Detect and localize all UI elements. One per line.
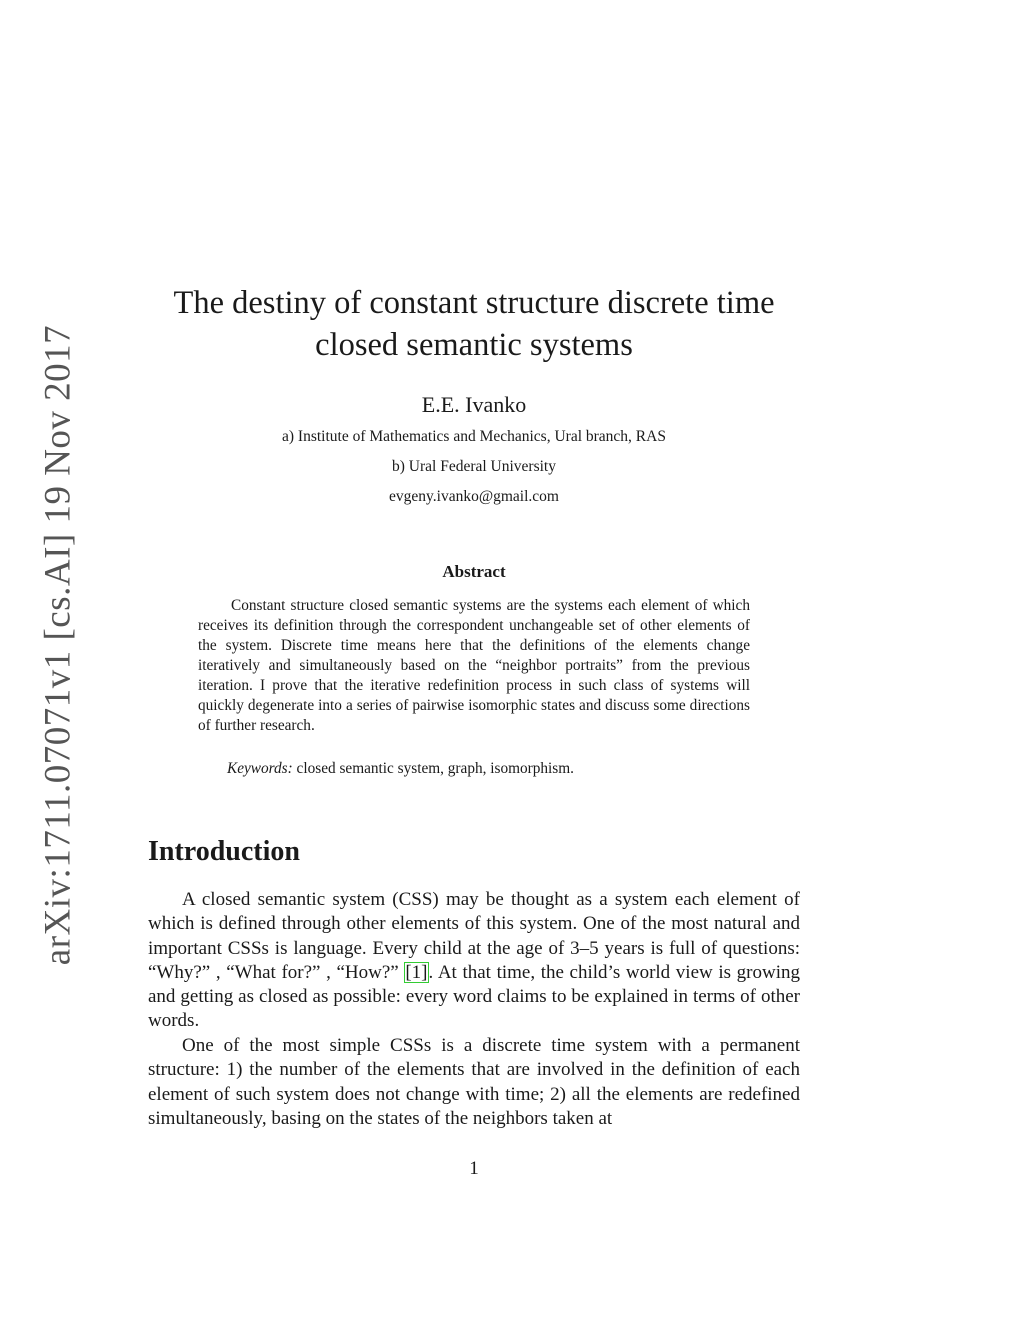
para1-text-start: A closed semantic system (CSS) may be thought as a system each element of which is defined through other elements of this system. One of the most natural and important CSSs is language. Every child at the age of 3–5 years is full of questions: “Why?” , “What for?” , “How?” [148, 889, 800, 983]
author-email: evgeny.ivanko@gmail.com [389, 488, 559, 505]
page-number: 1 [469, 1158, 479, 1179]
author-name: E.E. Ivanko [421, 392, 527, 417]
arxiv-identifier: arXiv:1711.07071v1 [cs.AI] 19 Nov 2017 [37, 324, 79, 966]
paper-title [148, 282, 800, 366]
keywords-label: Keywords: [227, 760, 293, 777]
introduction-paragraph-1 [148, 888, 800, 1034]
keywords-list: closed semantic system, graph, isomorphism. [296, 760, 574, 777]
affiliation-a: a) Institute of Mathematics and Mechanics, Ural branch, RAS [282, 428, 666, 445]
para1-text-end: . At that time, the child’s world view is growing and getting as closed as possible: every word claims to be explained in terms of other words. [148, 961, 800, 1032]
abstract-text: Constant structure closed semantic systems are the systems each element of which receives its definition through the correspondent unchangeable set of other elements of the system. Discrete time means here that the definitions of the elements change iteratively and simultaneously based on the “neighbor portraits” from the previous iteration. I prove that the iterative redefinition process in such class of systems will quickly degenerate into a series of pairwise isomorphic states and discuss some directions of further research. [198, 597, 750, 734]
affiliation-b: b) Ural Federal University [392, 458, 556, 475]
abstract-heading: Abstract [442, 562, 506, 581]
keywords-line [198, 759, 750, 779]
title-line-1: The destiny of constant structure discrete time [173, 285, 775, 321]
title-line-2: closed semantic systems [315, 327, 633, 363]
citation-link[interactable]: [1] [405, 961, 428, 983]
section-heading-introduction: Introduction [148, 836, 300, 867]
introduction-paragraph-2: One of the most simple CSSs is a discrete time system with a permanent structure: 1) the number of the elements that are involved in the definition of each element of such system does not change with time; 2) all the elements are redefined simultaneously, basing on the states of the neighbors taken at [148, 1035, 800, 1129]
